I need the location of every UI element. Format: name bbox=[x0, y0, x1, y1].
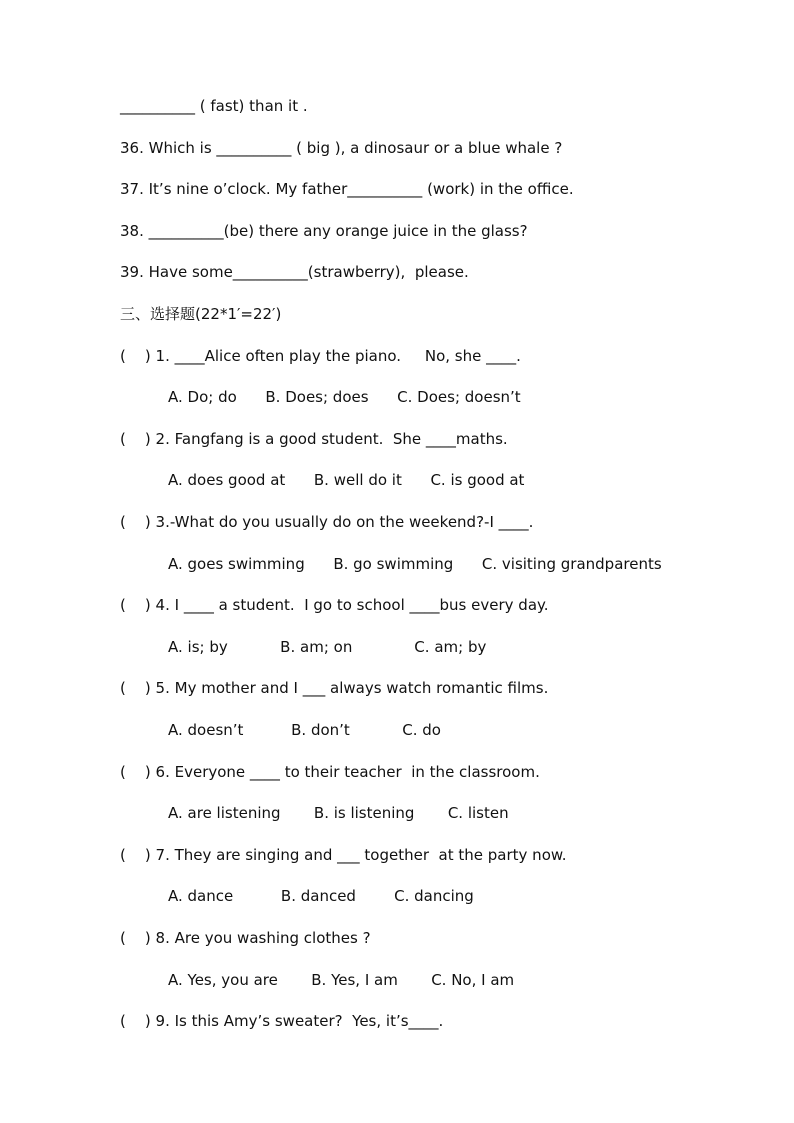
question-2-options: A. does good at B. well do it C. is good at bbox=[168, 471, 525, 489]
question-4-options: A. is; by B. am; on C. am; by bbox=[168, 638, 487, 656]
fill-in-item-36: 36. Which is __________ ( big ), a dinosaur or a blue whale ? bbox=[120, 139, 563, 157]
question-4-stem: ( ) 4. I ____ a student. I go to school ____bus every day. bbox=[120, 596, 549, 614]
question-5-stem: ( ) 5. My mother and I ___ always watch romantic films. bbox=[120, 679, 549, 697]
question-3-options: A. goes swimming B. go swimming C. visiting grandparents bbox=[168, 555, 662, 573]
fill-in-item-38: 38. __________(be) there any orange juice in the glass? bbox=[120, 222, 528, 240]
question-7-stem: ( ) 7. They are singing and ___ together at the party now. bbox=[120, 846, 567, 864]
question-6-options: A. are listening B. is listening C. listen bbox=[168, 804, 509, 822]
question-8-options: A. Yes, you are B. Yes, I am C. No, I am bbox=[168, 971, 515, 989]
question-9-stem: ( ) 9. Is this Amy’s sweater? Yes, it’s____. bbox=[120, 1012, 444, 1030]
question-1-stem: ( ) 1. ____Alice often play the piano. No, she ____. bbox=[120, 347, 521, 365]
question-5-options: A. doesn’t B. don’t C. do bbox=[168, 721, 441, 739]
question-1-options: A. Do; do B. Does; does C. Does; doesn’t bbox=[168, 388, 521, 406]
question-7-options: A. dance B. danced C. dancing bbox=[168, 887, 474, 905]
question-8-stem: ( ) 8. Are you washing clothes ? bbox=[120, 929, 371, 947]
question-2-stem: ( ) 2. Fangfang is a good student. She ____maths. bbox=[120, 430, 508, 448]
fill-in-item-39: 39. Have some__________(strawberry), please. bbox=[120, 263, 469, 281]
fill-in-continuation: __________ ( fast) than it . bbox=[120, 97, 308, 115]
question-6-stem: ( ) 6. Everyone ____ to their teacher in the classroom. bbox=[120, 763, 540, 781]
fill-in-item-37: 37. It’s nine o’clock. My father__________ (work) in the office. bbox=[120, 180, 574, 198]
question-3-stem: ( ) 3.-What do you usually do on the weekend?-I ____. bbox=[120, 513, 534, 531]
section-title: 三、选择题(22*1′=22′) bbox=[120, 305, 282, 323]
